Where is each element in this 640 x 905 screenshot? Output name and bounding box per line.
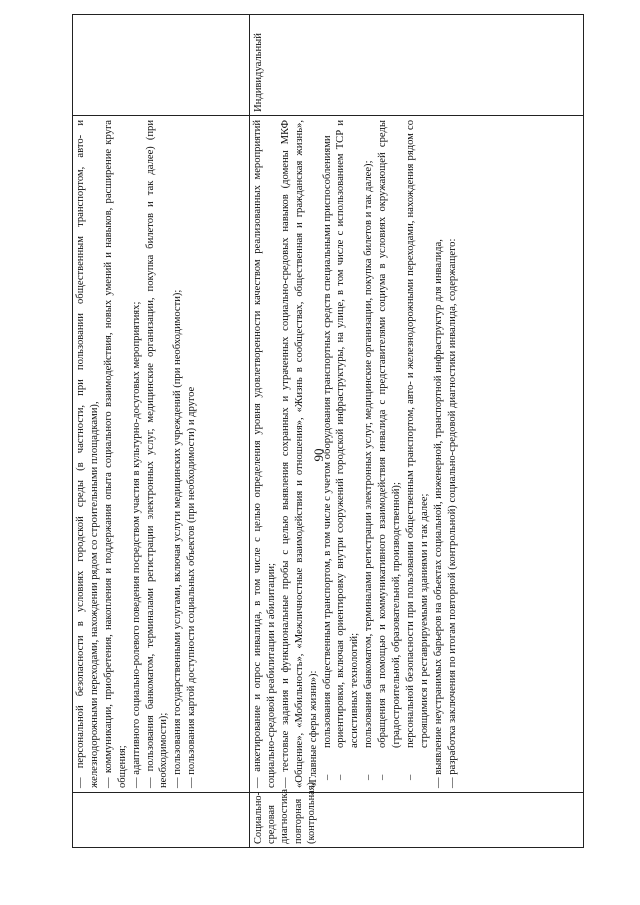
skill-item: — пользования банкоматом, терминалами регистрации электронных услуг, медицинские организации, покупка билетов и так далее) (при необходимости); (144, 120, 170, 788)
dash-marker: – (335, 774, 347, 780)
sub-list-item (362, 120, 376, 780)
skill-item: — персональной безопасности в условиях городской среды (в частности, при пользовании общественным транспортом, авто- и железнодорожными переходами, нахождении рядом со строительными площадками), (75, 120, 100, 788)
format-cell: Индивидуальный (250, 15, 584, 116)
table-row-continuation (73, 15, 250, 848)
sub-list-text: персональной безопасности при пользовании общественным транспортом, авто- и железнодорожными переходами, нахождения рядом со строящимися и реставрируемыми зданиями и так далее; (404, 120, 430, 748)
sub-list-text: пользования банкоматом, терминалами регистрации электронных услуг, медицинские организации, покупка билетов и так далее); (363, 160, 375, 748)
sub-list-item (321, 120, 335, 780)
diagnostic-item: — анкетирование и опрос инвалида, в том числе с целью определения уровня удовлетворенности качеством реализованных мероприятий социально-средовой реабилитации и абилитации; (252, 120, 277, 788)
skill-item: — пользования государственными услугами, включая услуги медицинских учреждений (при необходимости); (172, 289, 184, 788)
rotated-table-container (72, 33, 584, 848)
sub-list-item (334, 120, 362, 780)
page-number: 90 (311, 448, 326, 462)
sub-list-text: обращения за помощью и коммуникативного взаимодействия инвалида с представителями социума в условиях окружающей среды (градостроительной, образовательной, производственной); (377, 120, 403, 748)
content-cell-skills (73, 116, 250, 793)
table-row-diagnostics (250, 15, 584, 848)
dash-marker: – (321, 774, 333, 780)
rehabilitation-table (72, 14, 584, 848)
format-cell-empty (73, 15, 250, 116)
diagnostic-item: — тестовые задания и функциональные пробы с целью выявления сохранных и утраченных социально-средовых навыков (домены МКФ «Общение», «Мобильность», «Межличностные взаимодействия и отношения», «Жизнь в сообществах, общественная и гражданская жизнь», «Главные сферы жизни»): (279, 120, 319, 788)
stage-cell-empty (73, 793, 250, 848)
stage-cell: Социально-средовая диагностика повторная (контрольная) (250, 793, 584, 848)
sub-list-text: ориентировки, включая ориентировку внутри сооружений городской инфраструктуры, на улице, в том числе с использованием ТСР и ассистивных технологий; (335, 120, 361, 748)
sub-list-item (404, 120, 432, 780)
sub-list-item (376, 120, 404, 780)
skill-item: — адаптивного социально-ролевого поведения посредством участия в культурно-досуговых мероприятиях; (130, 301, 142, 788)
dash-marker: – (377, 774, 389, 780)
dash-marker: – (404, 774, 416, 780)
sub-list-text: пользования общественным транспортом, в том числе с учетом оборудования транспортных средств специальными приспособлениями (321, 135, 333, 748)
diagnostic-item: — разработка заключения по итогам повторной (контрольной) социально-средовой диагностики инвалида, содержащего: (446, 238, 458, 788)
skill-item: — пользования картой доступности социальных объектов (при необходимости) и другое (186, 386, 198, 788)
dash-marker: – (363, 774, 375, 780)
content-cell-diagnostics (250, 116, 584, 793)
sub-list (321, 120, 432, 780)
diagnostic-item: — выявление неустранимых барьеров на объектах социальной, инженерной, транспортной инфраструктур для инвалида, (432, 239, 444, 788)
skill-item: — коммуникации, приобретения, накопления и поддержания опыта социального взаимодействия, новых умений и навыков, расширение круга общения; (102, 120, 128, 788)
